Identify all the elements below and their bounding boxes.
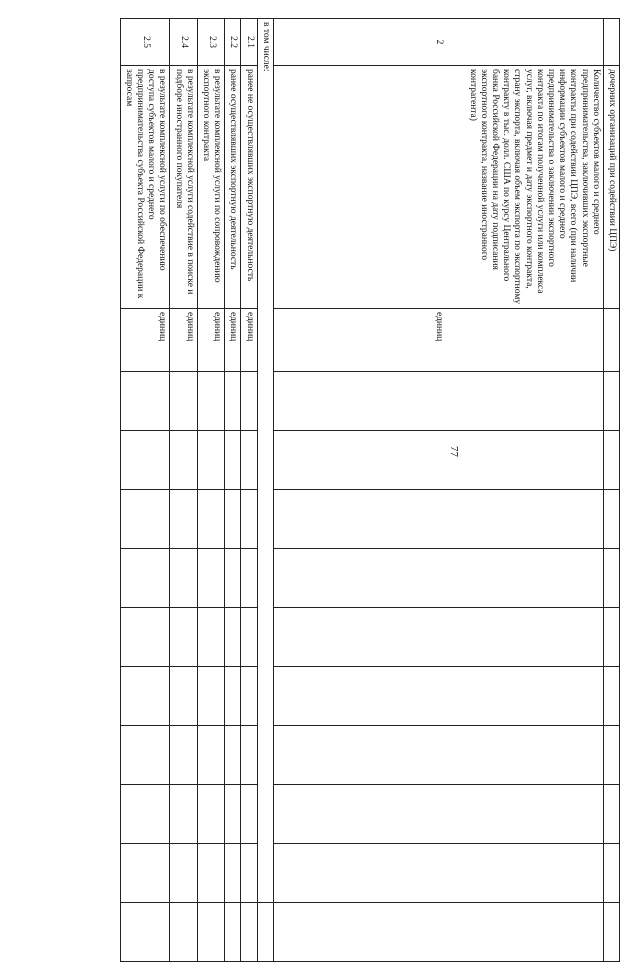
row-unit (603, 309, 619, 372)
row-number: 2.3 (197, 19, 224, 66)
value-cell (603, 844, 619, 903)
value-cell (225, 608, 241, 667)
table-row (273, 19, 603, 962)
value-cell (273, 726, 603, 785)
row-name: в результате комплексной услуги по обеспечению доступа субъектов малого и среднего предпринимательства субъекта Российской Федерации к запросам (120, 66, 170, 309)
value-cell (197, 490, 224, 549)
value-cell (120, 785, 170, 844)
value-cell (120, 667, 170, 726)
value-cell (241, 608, 257, 667)
value-cell (170, 785, 197, 844)
value-cell (241, 844, 257, 903)
value-cell (273, 903, 603, 962)
value-cell (120, 431, 170, 490)
value-cell (603, 903, 619, 962)
row-number (603, 19, 619, 66)
row-number: 2 (273, 19, 603, 66)
value-cell (273, 549, 603, 608)
row-number: 2.1 (241, 19, 257, 66)
value-cell (170, 844, 197, 903)
page-number: 77 (448, 446, 460, 457)
table-row (241, 19, 257, 962)
table-row (603, 19, 619, 962)
value-cell (225, 785, 241, 844)
value-cell (603, 785, 619, 844)
value-cell (273, 667, 603, 726)
value-cell (225, 490, 241, 549)
value-cell (120, 372, 170, 431)
row-unit: единиц (225, 309, 241, 372)
value-cell (225, 549, 241, 608)
value-cell (120, 549, 170, 608)
value-cell (170, 372, 197, 431)
value-cell (603, 372, 619, 431)
value-cell (170, 490, 197, 549)
value-cell (273, 785, 603, 844)
table-row (197, 19, 224, 962)
value-cell (241, 549, 257, 608)
report-table (120, 18, 620, 962)
value-cell (170, 903, 197, 962)
value-cell (603, 490, 619, 549)
value-cell (170, 667, 197, 726)
value-cell (225, 431, 241, 490)
value-cell (197, 667, 224, 726)
value-cell (273, 431, 603, 490)
value-cell (225, 667, 241, 726)
value-cell (603, 608, 619, 667)
value-cell (241, 667, 257, 726)
value-cell (170, 608, 197, 667)
section-label: в том числе: (257, 19, 273, 903)
value-cell (603, 549, 619, 608)
value-cell (197, 372, 224, 431)
value-cell (241, 490, 257, 549)
value-cell (225, 844, 241, 903)
row-unit: единиц (273, 309, 603, 372)
value-cell (257, 903, 273, 962)
value-cell (273, 372, 603, 431)
value-cell (241, 372, 257, 431)
value-cell (197, 726, 224, 785)
value-cell (170, 726, 197, 785)
value-cell (197, 785, 224, 844)
value-cell (170, 549, 197, 608)
value-cell (120, 608, 170, 667)
value-cell (603, 667, 619, 726)
value-cell (225, 726, 241, 785)
value-cell (120, 903, 170, 962)
row-unit: единиц (241, 309, 257, 372)
value-cell (603, 431, 619, 490)
row-name: Количество субъектов малого и среднего предпринимательства, заключивших экспортные контракты при содействии ЦПЭ, всего (при наличии информации субъектов малого и среднего предпринимательства о заключении экспортного контракта по итогам полученной услуги или комплекса услуг, включая предмет и дату экспортного контракта, страну экспорта, включая объем экспорта по экспортному контракту в тыс. долл. США по курсу Центрального банка Российской Федерации на дату подписания экспортного контракта, название иностранного контрагента) (273, 66, 603, 309)
value-cell (241, 726, 257, 785)
row-name: ранее осуществлявших экспортную деятельность (225, 66, 241, 309)
row-name: ранее не осуществлявших экспортную деятельность (241, 66, 257, 309)
value-cell (170, 431, 197, 490)
value-cell (197, 844, 224, 903)
table-row (170, 19, 197, 962)
value-cell (225, 372, 241, 431)
value-cell (273, 490, 603, 549)
value-cell (241, 785, 257, 844)
section-row (257, 19, 273, 962)
value-cell (120, 844, 170, 903)
row-name: дочерних организаций при содействии ЦПЭ) (603, 66, 619, 309)
row-unit: единиц (120, 309, 170, 372)
value-cell (197, 431, 224, 490)
value-cell (225, 903, 241, 962)
value-cell (197, 903, 224, 962)
row-name: в результате комплексной услуги по сопровождению экспортного контракта (197, 66, 224, 309)
value-cell (120, 726, 170, 785)
value-cell (241, 431, 257, 490)
row-name: в результате комплексной услуги содействие в поиске и подборе иностранного покупателя (170, 66, 197, 309)
row-number: 2.4 (170, 19, 197, 66)
value-cell (241, 903, 257, 962)
rotated-table-container (60, 18, 620, 878)
row-unit: единиц (170, 309, 197, 372)
value-cell (197, 549, 224, 608)
value-cell (197, 608, 224, 667)
value-cell (273, 608, 603, 667)
row-number: 2.2 (225, 19, 241, 66)
value-cell (120, 490, 170, 549)
table-row (225, 19, 241, 962)
table-row (120, 19, 170, 962)
value-cell (273, 844, 603, 903)
row-unit: единиц (197, 309, 224, 372)
row-number: 2.5 (120, 19, 170, 66)
value-cell (603, 726, 619, 785)
